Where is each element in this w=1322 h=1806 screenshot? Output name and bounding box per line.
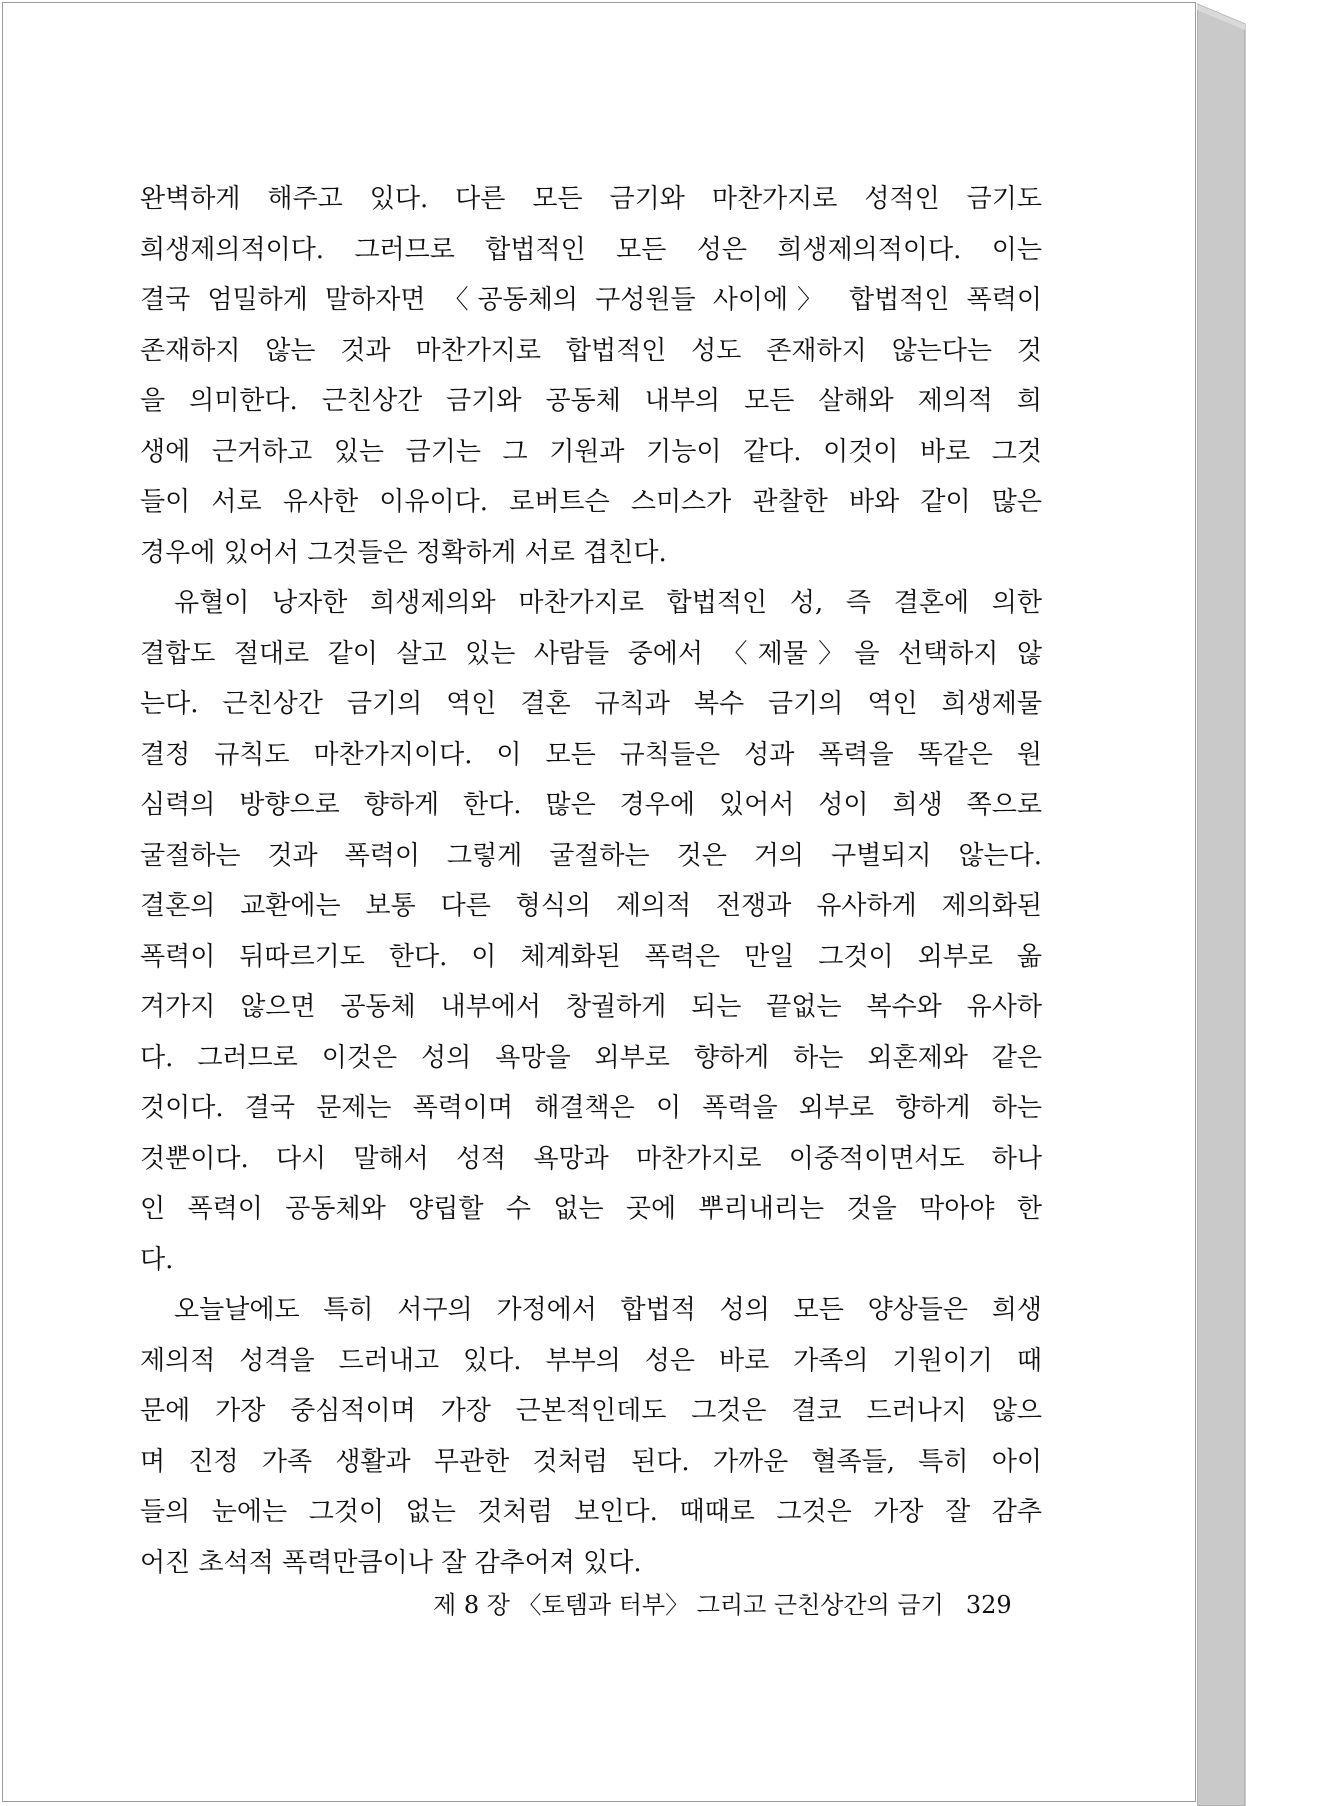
page-stack-edge-shape <box>1197 0 1322 1806</box>
text-line: 심력의 방향으로 향하게 한다. 많은 경우에 있어서 성이 희생 쪽으로 <box>140 790 1042 820</box>
text-line: 오늘날에도 특히 서구의 가정에서 합법적 성의 모든 양상들은 희생 <box>174 1295 1042 1325</box>
text-line: 결국 엄밀하게 말하자면 〈공동체의 구성원들 사이에〉 합법적인 폭력이 <box>140 285 1042 315</box>
text-line: 며 진정 가족 생활과 무관한 것처럼 된다. 가까운 혈족들, 특히 아이 <box>140 1446 1042 1477</box>
text-line: 결정 규칙도 마찬가지이다. 이 모든 규칙들은 성과 폭력을 똑같은 원 <box>140 739 1042 770</box>
text-line: 다. 그러므로 이것은 성의 욕망을 외부로 향하게 하는 외혼제와 같은 <box>140 1042 1042 1073</box>
text-line: 을 의미한다. 근친상간 금기와 공동체 내부의 모든 살해와 제의적 희 <box>140 386 1042 416</box>
text-line: 희생제의적이다. 그러므로 합법적인 모든 성은 희생제의적이다. 이는 <box>140 234 1042 265</box>
text-line: 것뿐이다. 다시 말해서 성적 욕망과 마찬가지로 이중적이면서도 하나 <box>140 1143 1042 1174</box>
text-line: 들의 눈에는 그것이 없는 것처럼 보인다. 때때로 그것은 가장 잘 감추 <box>140 1497 1042 1527</box>
text-line: 겨가지 않으면 공동체 내부에서 창궐하게 되는 끝없는 복수와 유사하 <box>140 992 1042 1022</box>
text-line: 굴절하는 것과 폭력이 그렇게 굴절하는 것은 거의 구별되지 않는다. <box>140 840 1042 871</box>
text-line: 경우에 있어서 그것들은 정확하게 서로 겹친다. <box>140 537 667 568</box>
book-page <box>2 2 1196 1802</box>
text-line: 제의적 성격을 드러내고 있다. 부부의 성은 바로 가족의 기원이기 때 <box>140 1345 1042 1376</box>
text-line: 들이 서로 유사한 이유이다. 로버트슨 스미스가 관찰한 바와 같이 많은 <box>140 487 1042 517</box>
text-line: 문에 가장 중심적이며 가장 근본적인데도 그것은 결코 드러나지 않으 <box>140 1396 1042 1426</box>
text-line: 결합도 절대로 같이 살고 있는 사람들 중에서 〈제물〉을 선택하지 않 <box>140 638 1042 669</box>
page-number: 329 <box>965 1591 1012 1619</box>
text-line: 결혼의 교환에는 보통 다른 형식의 제의적 전쟁과 유사하게 제의화된 <box>140 891 1042 921</box>
text-line: 존재하지 않는 것과 마찬가지로 합법적인 성도 존재하지 않는다는 것 <box>140 335 1042 366</box>
text-line: 유혈이 낭자한 희생제의와 마찬가지로 합법적인 성, 즉 결혼에 의한 <box>174 588 1042 618</box>
text-line: 완벽하게 해주고 있다. 다른 모든 금기와 마찬가지로 성적인 금기도 <box>140 184 1042 214</box>
page-footer <box>433 1585 1033 1620</box>
running-head: 제 8 장 〈토템과 터부〉 그리고 근친상간의 금기 <box>433 1591 944 1619</box>
text-line: 생에 근거하고 있는 금기는 그 기원과 기능이 같다. 이것이 바로 그것 <box>140 436 1042 467</box>
text-line: 인 폭력이 공동체와 양립할 수 없는 곳에 뿌리내리는 것을 막아야 한 <box>140 1194 1042 1224</box>
text-line: 것이다. 결국 문제는 폭력이며 해결책은 이 폭력을 외부로 향하게 하는 <box>140 1093 1042 1123</box>
text-line: 폭력이 뒤따르기도 한다. 이 체계화된 폭력은 만일 그것이 외부로 옮 <box>140 941 1042 972</box>
text-line: 다. <box>140 1244 174 1275</box>
text-line: 어진 초석적 폭력만큼이나 잘 감추어져 있다. <box>140 1547 642 1578</box>
body-text <box>140 174 1042 1588</box>
text-line: 는다. 근친상간 금기의 역인 결혼 규칙과 복수 금기의 역인 희생제물 <box>140 689 1042 719</box>
